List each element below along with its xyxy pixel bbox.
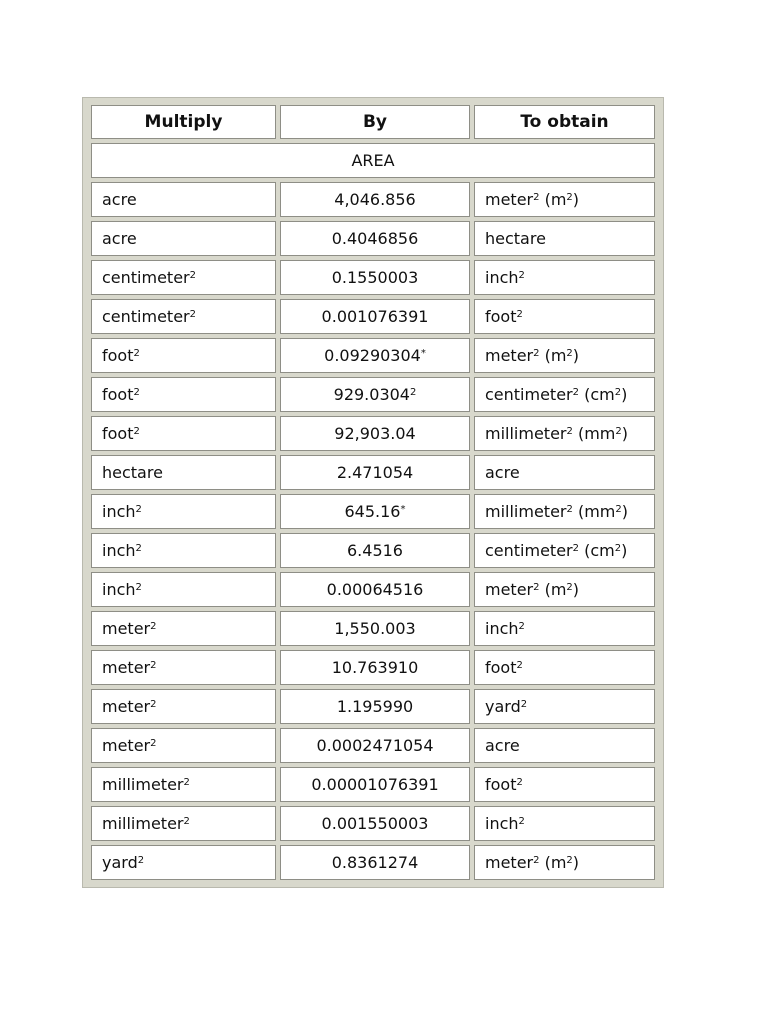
multiply-exponent: 2 — [135, 582, 142, 593]
obtain-abbrev-close: ) — [572, 190, 580, 209]
obtain-abbrev-close: ) — [621, 541, 628, 560]
table-row — [91, 221, 655, 256]
factor-cell — [280, 572, 470, 607]
obtain-abbrev-close: ) — [621, 502, 628, 521]
multiply-unit: meter — [102, 619, 151, 638]
factor-cell — [280, 728, 470, 763]
table-row — [91, 650, 655, 685]
obtain-cell — [474, 494, 655, 529]
multiply-cell — [91, 806, 276, 841]
obtain-abbrev: (cm — [579, 385, 615, 404]
multiply-unit: acre — [102, 190, 137, 209]
multiply-cell — [91, 767, 276, 802]
obtain-exponent: 2 — [533, 582, 540, 593]
factor-cell — [280, 533, 470, 568]
obtain-abbrev: (m — [539, 580, 567, 599]
obtain-abbrev: (m — [539, 346, 567, 365]
obtain-unit: millimeter — [485, 424, 567, 443]
multiply-unit: meter — [102, 658, 151, 677]
table-row — [91, 416, 655, 451]
obtain-abbrev-close: ) — [572, 580, 580, 599]
multiply-unit: millimeter — [102, 814, 184, 833]
obtain-cell — [474, 845, 655, 880]
obtain-exponent: 2 — [572, 543, 579, 554]
table-row — [91, 767, 655, 802]
factor-cell — [280, 416, 470, 451]
multiply-exponent: 2 — [150, 621, 157, 632]
factor-cell — [280, 806, 470, 841]
factor-value: 0.001076391 — [321, 307, 429, 326]
table-row — [91, 689, 655, 724]
obtain-unit: meter — [485, 190, 534, 209]
multiply-unit: centimeter — [102, 307, 190, 326]
table-row — [91, 611, 655, 646]
obtain-unit: meter — [485, 853, 534, 872]
obtain-exponent: 2 — [533, 192, 540, 203]
factor-value: 0.00064516 — [326, 580, 424, 599]
multiply-exponent: 2 — [137, 855, 145, 866]
multiply-cell — [91, 416, 276, 451]
factor-value: 92,903.04 — [334, 424, 416, 443]
multiply-cell — [91, 338, 276, 373]
obtain-unit: yard — [485, 697, 521, 716]
multiply-exponent: 2 — [133, 387, 140, 398]
multiply-exponent: 2 — [135, 504, 142, 515]
obtain-cell — [474, 767, 655, 802]
multiply-unit: millimeter — [102, 775, 184, 794]
multiply-cell — [91, 572, 276, 607]
factor-value: 0.1550003 — [331, 268, 419, 287]
table-row — [91, 572, 655, 607]
obtain-abbrev-close: ) — [572, 346, 580, 365]
obtain-cell — [474, 572, 655, 607]
multiply-cell — [91, 845, 276, 880]
multiply-unit: foot — [102, 424, 134, 443]
multiply-cell — [91, 611, 276, 646]
multiply-cell — [91, 260, 276, 295]
obtain-exponent: 2 — [518, 621, 525, 632]
multiply-cell — [91, 728, 276, 763]
table-row — [91, 494, 655, 529]
conversion-table-frame — [82, 97, 664, 888]
table-row — [91, 806, 655, 841]
table-row — [91, 260, 655, 295]
multiply-exponent: 2 — [183, 816, 190, 827]
obtain-exponent: 2 — [518, 270, 525, 281]
multiply-unit: foot — [102, 385, 134, 404]
multiply-exponent: 2 — [133, 348, 140, 359]
obtain-abbrev: (mm — [572, 424, 616, 443]
multiply-cell — [91, 533, 276, 568]
multiply-exponent: 2 — [189, 270, 196, 281]
multiply-unit: inch — [102, 502, 136, 521]
multiply-exponent: 2 — [150, 660, 157, 671]
obtain-exponent: 2 — [516, 309, 523, 320]
multiply-unit: hectare — [102, 463, 163, 482]
obtain-abbrev-exponent: 2 — [566, 192, 573, 203]
section-row — [91, 143, 655, 178]
obtain-unit: centimeter — [485, 385, 573, 404]
obtain-exponent: 2 — [518, 816, 525, 827]
obtain-cell — [474, 221, 655, 256]
obtain-unit: millimeter — [485, 502, 567, 521]
obtain-abbrev-exponent: 2 — [566, 582, 573, 593]
multiply-cell — [91, 689, 276, 724]
factor-cell — [280, 377, 470, 412]
multiply-cell — [91, 299, 276, 334]
multiply-exponent: 2 — [135, 543, 142, 554]
header-multiply: Multiply — [91, 105, 276, 139]
obtain-cell — [474, 806, 655, 841]
factor-value: 0.0002471054 — [316, 736, 434, 755]
multiply-cell — [91, 455, 276, 490]
obtain-cell — [474, 377, 655, 412]
obtain-abbrev-exponent: 2 — [566, 855, 573, 866]
factor-value: 645.16 — [344, 502, 401, 521]
multiply-unit: meter — [102, 736, 151, 755]
obtain-cell — [474, 689, 655, 724]
factor-value: 4,046.856 — [334, 190, 416, 209]
factor-cell — [280, 221, 470, 256]
header-by: By — [280, 105, 470, 139]
multiply-exponent: 2 — [133, 426, 140, 437]
multiply-cell — [91, 377, 276, 412]
factor-value: 10.763910 — [331, 658, 419, 677]
factor-cell — [280, 338, 470, 373]
multiply-cell — [91, 650, 276, 685]
factor-value: 0.8361274 — [331, 853, 419, 872]
obtain-cell — [474, 728, 655, 763]
obtain-exponent: 2 — [566, 426, 573, 437]
obtain-cell — [474, 416, 655, 451]
factor-cell — [280, 650, 470, 685]
obtain-exponent: 2 — [516, 777, 523, 788]
obtain-unit: meter — [485, 580, 534, 599]
obtain-abbrev-close: ) — [621, 385, 628, 404]
multiply-exponent: 2 — [183, 777, 190, 788]
multiply-unit: inch — [102, 580, 136, 599]
multiply-cell — [91, 182, 276, 217]
conversion-table — [87, 101, 659, 884]
table-row — [91, 338, 655, 373]
multiply-exponent: 2 — [150, 699, 157, 710]
factor-mark: * — [400, 504, 406, 515]
obtain-unit: centimeter — [485, 541, 573, 560]
factor-value: 2.471054 — [336, 463, 414, 482]
obtain-abbrev-exponent: 2 — [615, 504, 622, 515]
obtain-cell — [474, 455, 655, 490]
table-row — [91, 845, 655, 880]
obtain-cell — [474, 611, 655, 646]
factor-cell — [280, 455, 470, 490]
factor-value: 6.4516 — [347, 541, 403, 560]
obtain-unit: acre — [485, 463, 520, 482]
factor-value: 929.0304 — [333, 385, 410, 404]
multiply-exponent: 2 — [189, 309, 196, 320]
header-row — [91, 105, 655, 139]
factor-value: 1,550.003 — [334, 619, 416, 638]
obtain-abbrev: (mm — [572, 502, 616, 521]
obtain-unit: inch — [485, 619, 519, 638]
multiply-unit: foot — [102, 346, 134, 365]
obtain-abbrev-exponent: 2 — [614, 387, 622, 398]
multiply-unit: inch — [102, 541, 136, 560]
obtain-cell — [474, 299, 655, 334]
obtain-cell — [474, 182, 655, 217]
obtain-abbrev: (cm — [579, 541, 615, 560]
factor-value: 0.09290304 — [324, 346, 421, 365]
factor-cell — [280, 845, 470, 880]
factor-cell — [280, 611, 470, 646]
obtain-unit: inch — [485, 814, 519, 833]
obtain-abbrev-exponent: 2 — [615, 426, 622, 437]
obtain-abbrev-exponent: 2 — [566, 348, 573, 359]
obtain-exponent: 2 — [520, 699, 528, 710]
table-row — [91, 377, 655, 412]
table-row — [91, 728, 655, 763]
obtain-exponent: 2 — [566, 504, 573, 515]
multiply-unit: acre — [102, 229, 137, 248]
table-row — [91, 182, 655, 217]
factor-value: 0.4046856 — [331, 229, 419, 248]
obtain-abbrev: (m — [539, 190, 567, 209]
factor-mark: * — [420, 348, 426, 359]
factor-cell — [280, 689, 470, 724]
factor-cell — [280, 299, 470, 334]
table-row — [91, 455, 655, 490]
obtain-exponent: 2 — [533, 855, 540, 866]
obtain-unit: foot — [485, 775, 517, 794]
obtain-cell — [474, 338, 655, 373]
obtain-exponent: 2 — [572, 387, 579, 398]
factor-value: 1.195990 — [336, 697, 414, 716]
obtain-unit: foot — [485, 307, 517, 326]
factor-cell — [280, 260, 470, 295]
factor-mark: 2 — [409, 387, 417, 398]
multiply-unit: meter — [102, 697, 151, 716]
section-label: AREA — [91, 143, 655, 178]
obtain-abbrev-close: ) — [621, 424, 628, 443]
factor-cell — [280, 182, 470, 217]
obtain-abbrev: (m — [539, 853, 567, 872]
multiply-unit: yard — [102, 853, 138, 872]
obtain-unit: acre — [485, 736, 520, 755]
header-to-obtain: To obtain — [474, 105, 655, 139]
table-row — [91, 533, 655, 568]
obtain-cell — [474, 260, 655, 295]
obtain-abbrev-close: ) — [572, 853, 580, 872]
table-row — [91, 299, 655, 334]
multiply-cell — [91, 221, 276, 256]
factor-value: 0.00001076391 — [311, 775, 439, 794]
multiply-cell — [91, 494, 276, 529]
obtain-cell — [474, 650, 655, 685]
factor-cell — [280, 767, 470, 802]
obtain-exponent: 2 — [516, 660, 523, 671]
obtain-unit: inch — [485, 268, 519, 287]
multiply-unit: centimeter — [102, 268, 190, 287]
obtain-abbrev-exponent: 2 — [614, 543, 622, 554]
obtain-cell — [474, 533, 655, 568]
obtain-unit: meter — [485, 346, 534, 365]
factor-cell — [280, 494, 470, 529]
obtain-unit: hectare — [485, 229, 546, 248]
obtain-exponent: 2 — [533, 348, 540, 359]
obtain-unit: foot — [485, 658, 517, 677]
factor-value: 0.001550003 — [321, 814, 429, 833]
multiply-exponent: 2 — [150, 738, 157, 749]
